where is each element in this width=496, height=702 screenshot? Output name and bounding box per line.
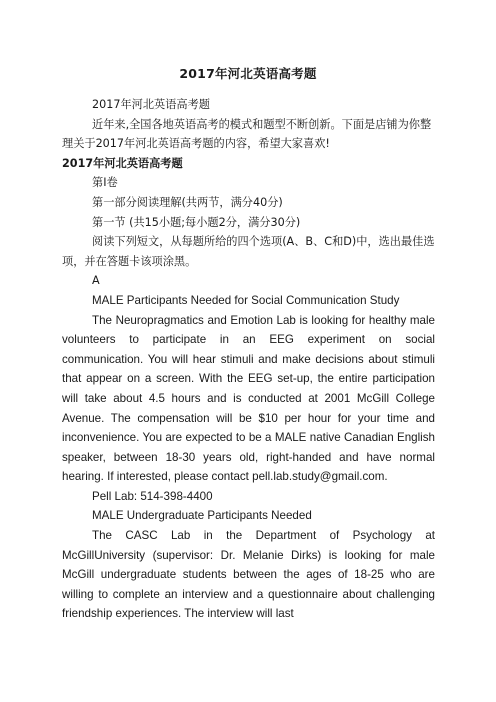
ad-two-body: The CASC Lab in the Department of Psychology at McGillUniversity (supervisor: Dr. Melanie Dirks) is looking for male McGill undergraduate students between the ages of 18-25 who are willing to complete an interview and a questionnaire about challenging friendship experiences. The interview will last [62,529,435,621]
ad-two-heading: MALE Undergraduate Participants Needed [92,509,312,523]
section-heading: 2017年河北英语高考题 [62,156,183,170]
page-title: 2017年河北英语高考题 [179,66,317,81]
section-subheading: 第一节 (共15小题;每小题2分，满分30分) [92,215,301,229]
ad-one-body: The Neuropragmatics and Emotion Lab is looking for healthy male volunteers to participate in an EEG experiment on social communication. You will hear stimuli and make decisions about stimuli that appear on a screen. With the EEG set-up, the entire participation will take about 4.5 hours and is conducted at 2001 McGill College Avenue. The compensation will be $10 per hour for your time and inconvenience. You are expected to be a MALE native Canadian English speaker, between 18-30 years old, right-handed and have normal hearing. If interested, please contact pell.lab.study@gmail.com. [62,313,435,484]
document-body [62,95,435,624]
ad-one-contact: Pell Lab: 514-398-4400 [92,489,213,503]
intro-title-line: 2017年河北英语高考题 [92,98,210,111]
ad-one-heading: MALE Participants Needed for Social Communication Study [92,293,400,307]
intro-paragraph: 近年来,全国各地英语高考的模式和题型不断创新。下面是店铺为你整理关于2017年河北英语高考题的内容，希望大家喜欢! [62,117,432,151]
part-heading: 第一部分阅读理解(共两节，满分40分) [92,195,283,209]
volume-label: 第Ⅰ卷 [92,176,118,190]
passage-label-a: A [92,274,100,288]
instructions-paragraph: 阅读下列短文，从每题所给的四个选项(A、B、C和D)中，选出最佳选项，并在答题卡该项涂黑。 [62,235,435,268]
